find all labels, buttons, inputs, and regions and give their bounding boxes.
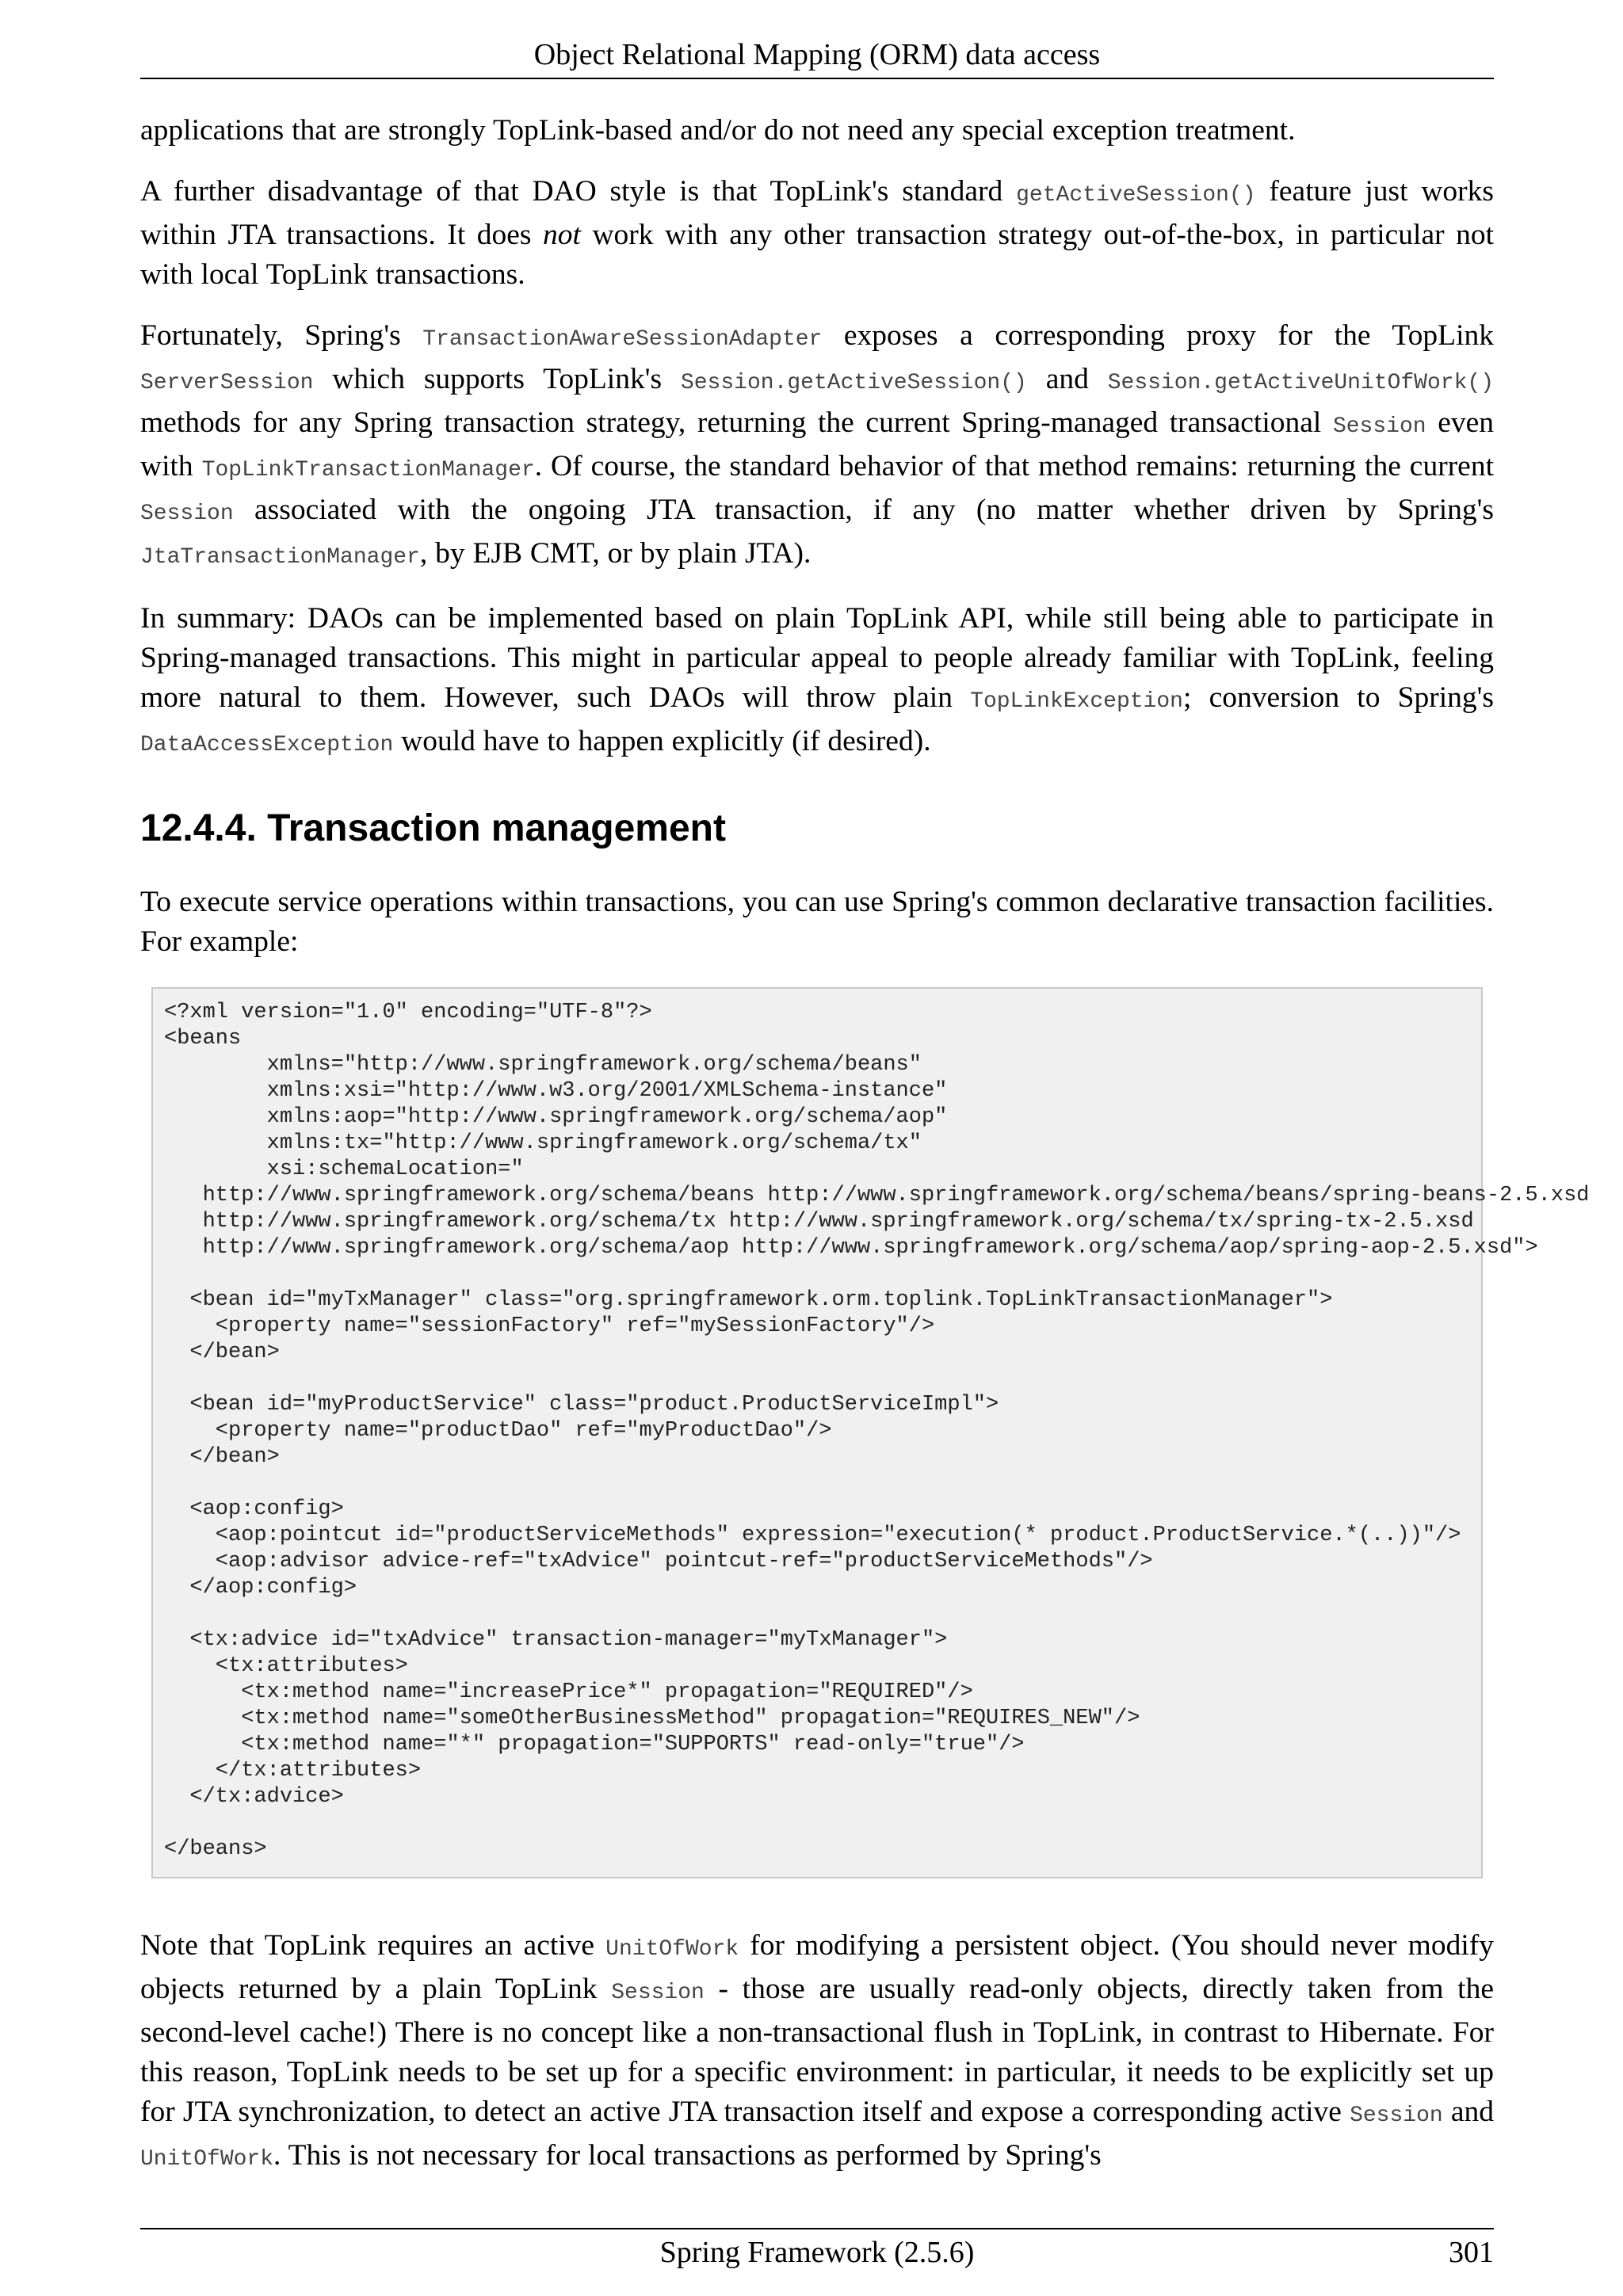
page-number: 301 [1449,2236,1494,2269]
text-run: feature just works within JTA transactions. It does [140,175,1495,251]
code-example-block [151,987,1590,1878]
text-run: associated with the ongoing JTA transaction, if any (no matter whether driven by Spring's [233,494,1494,526]
text-run: Note that TopLink requires an active [140,1929,606,1962]
running-footer [140,2228,1494,2275]
inline-code: TopLinkException [970,689,1183,714]
text-run: . Of course, the standard behavior of that method remains: returning the current [534,450,1494,482]
code-example-text: <?xml version="1.0" encoding="UTF-8"?> <beans xmlns="http://www.springframework.org/schema/beans" xmlns:xsi="http://www.w3.org/2001/XMLSchema-instance" xmlns:aop="http://www.springframework.org/schema/aop" xmlns:tx="http://www.springframework.org/schema/tx" xsi:schemaLocation=" http://www.springframework.org/schema/beans http://www.springframework.org/schema/beans/spring-beans-2.5.xsd http://www.springframework.org/schema/tx http://www.springframework.org/schema/tx/spring-tx-2.5.xsd http://www.springframework.org/schema/aop http://www.springframework.org/schema/aop/spring-aop-2.5.xsd"> <bean id="myTxManager" class="org.springframework.orm.toplink.TopLinkTransactionManager"> <property name="sessionFactory" ref="mySessionFactory"/> </bean> <bean id="myProductService" class="product.ProductServiceImpl"> <property name="productDao" ref="myProductDao"/> </bean> <aop:config> <aop:pointcut id="productServiceMethods" expression="execution(* product.ProductService.*(..))"/> <aop:advisor advice-ref="txAdvice" pointcut-ref="productServiceMethods"/> </aop:config> <tx:advice id="txAdvice" transaction-manager="myTxManager"> <tx:attributes> <tx:method name="increasePrice*" propagation="REQUIRED"/> <tx:method name="someOtherBusinessMethod" propagation="REQUIRES_NEW"/> <tx:method name="*" propagation="SUPPORTS" read-only="true"/> </tx:attributes> </tx:advice> </beans> [164,1001,1590,1861]
text-run: exposes a corresponding proxy for the TopLink [822,319,1495,352]
paragraph-unit-of-work [140,1926,1494,2180]
text-run: and [1442,2096,1494,2128]
paragraph-intro-example: To execute service operations within transactions, you can use Spring's common declarative transaction facilities. For example: [140,886,1494,958]
text-run: for modifying a persistent object. (You should never modify objects returned by a plain TopLink [140,1929,1494,2005]
inline-code: TransactionAwareSessionAdapter [422,327,823,352]
paragraph-summary [140,599,1494,765]
inline-code: Session [1350,2103,1443,2128]
paragraph-session-adapter [140,316,1494,578]
paragraph-dao-disadvantage [140,172,1494,295]
section-heading: 12.4.4. Transaction management [140,807,726,849]
text-run: which supports TopLink's [313,363,681,395]
text-run: In summary: DAOs can be implemented based on plain TopLink API, while still being able to participate in Spring-managed transactions. This might in particular appeal to people already familiar with TopLink, feeling more natural to them. However, such DAOs will throw plain [140,602,1494,714]
text-run: . This is not necessary for local transactions as performed by Spring's [273,2139,1102,2172]
running-header: Object Relational Mapping (ORM) data access [140,32,1494,79]
text-run: work with any other transaction strategy out-of-the-box, in particular not with local TopLink transactions. [140,219,1494,291]
paragraph-continuation: applications that are strongly TopLink-based and/or do not need any special exception treatment. [140,114,1296,147]
text-run: would have to happen explicitly (if desired). [393,725,931,757]
emphasis: not [543,219,581,251]
inline-code: Session [1332,414,1426,439]
text-run: even with [140,406,1494,482]
inline-code: Session [611,1981,705,2005]
footer-title: Spring Framework (2.5.6) [659,2236,975,2269]
text-run: ; conversion to Spring's [1182,681,1494,714]
text-run: , by EJB CMT, or by plain JTA). [419,537,812,570]
inline-code: UnitOfWork [605,1937,739,1962]
text-run: methods for any Spring transaction strategy, returning the current Spring-managed transactional [140,406,1333,439]
inline-code: TopLinkTransactionManager [201,458,535,482]
inline-code: UnitOfWork [140,2147,274,2172]
inline-code: DataAccessException [140,733,394,757]
page-body [140,111,1590,2201]
inline-code: getActiveSession() [1016,183,1256,208]
inline-code: Session.getActiveSession() [680,371,1027,395]
text-run: Fortunately, Spring's [140,319,423,352]
text-run: - those are usually read-only objects, directly taken from the second-level cache!) There is no concept like a non-transactional flush in TopLink, in contrast to Hibernate. For this reason, TopLink needs to be set up for a specific environment: in particular, it needs to be explicitly set up for JTA synchronization, to detect an active JTA transaction itself and expose a corresponding active [140,1973,1494,2128]
inline-code: Session [140,502,234,526]
inline-code: Session.getActiveUnitOfWork() [1107,371,1494,395]
text-run: A further disadvantage of that DAO style is that TopLink's standard [140,175,1017,208]
inline-code: ServerSession [140,371,314,395]
inline-code: JtaTransactionManager [140,545,420,570]
text-run: and [1026,363,1108,395]
